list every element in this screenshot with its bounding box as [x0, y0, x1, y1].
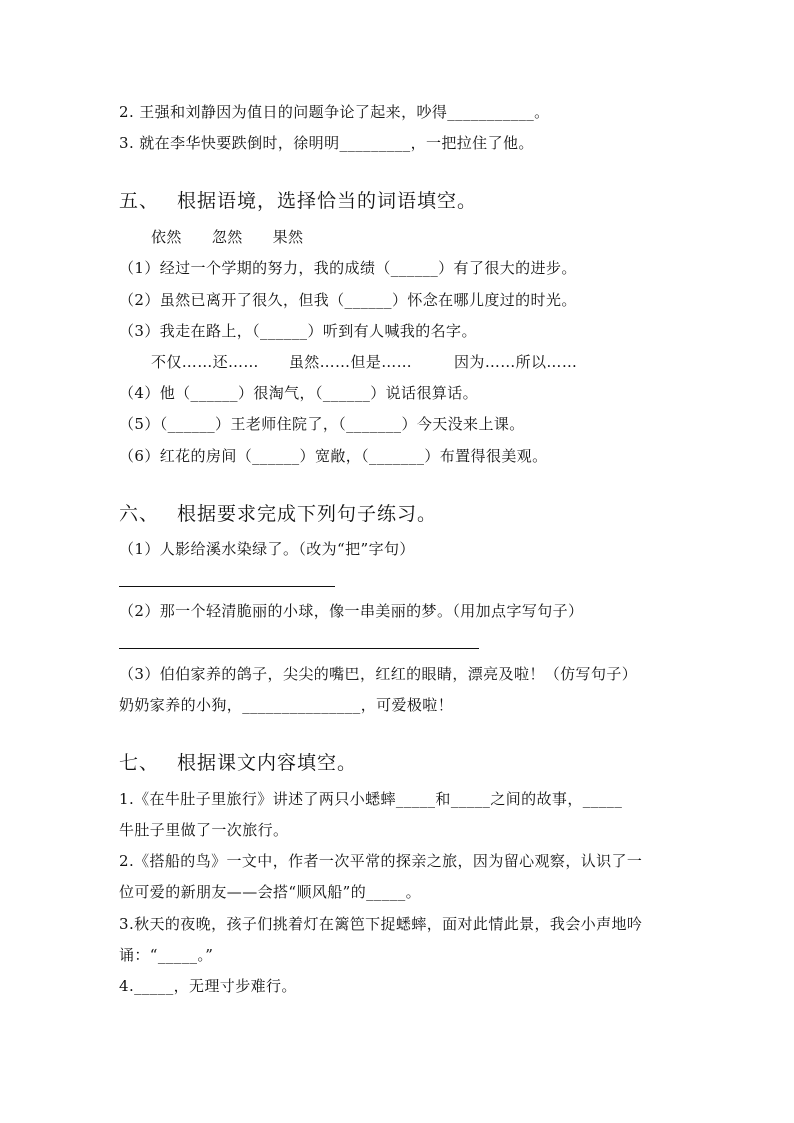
- section-title: 根据语境，选择恰当的词语填空。: [177, 190, 478, 212]
- question-item: （3）伯伯家养的鸽子，尖尖的嘴巴，红红的眼睛，漂亮及啦！（仿写句子）: [119, 665, 638, 683]
- question-item: 奶奶家养的小狗，_______________，可爱极啦！: [119, 696, 454, 714]
- word-option: 忽然: [211, 228, 243, 246]
- question-item: 2. 王强和刘静因为值日的问题争论了起来，吵得___________。: [119, 103, 550, 121]
- word-option: 果然: [272, 228, 304, 246]
- question-item: 3. 就在李华快要跌倒时，徐明明_________，一把拉住了他。: [119, 134, 534, 152]
- question-item: 1.《在牛肚子里旅行》讲述了两只小蟋蟀_____和_____之间的故事，_____: [119, 790, 623, 808]
- question-item: （5）（______）王老师住院了，（_______）今天没来上课。: [119, 415, 525, 433]
- word-option: 虽然……但是……: [288, 353, 413, 371]
- section-title: 根据课文内容填空。: [177, 752, 358, 774]
- answer-line: [119, 586, 335, 587]
- question-item: 牛肚子里做了一次旅行。: [119, 821, 289, 839]
- section-heading: [119, 188, 477, 214]
- section-number: 七、: [119, 752, 160, 774]
- section-number: 五、: [119, 190, 160, 212]
- word-option: 不仅……还……: [151, 353, 259, 371]
- answer-line: [119, 648, 479, 649]
- word-option: 因为……所以……: [454, 353, 578, 371]
- word-option: 依然: [151, 228, 182, 246]
- question-item: （3）我走在路上，（______）听到有人喊我的名字。: [119, 322, 477, 340]
- section-title: 根据要求完成下列句子练习。: [177, 503, 438, 525]
- question-item: 3.秋天的夜晚，孩子们挑着灯在篱笆下捉蟋蟀，面对此情此景，我会小声地吟: [119, 915, 643, 933]
- question-item: 2.《搭船的鸟》一文中，作者一次平常的探亲之旅，因为留心观察，认识了一: [119, 852, 643, 870]
- word-options: [151, 227, 303, 247]
- section-number: 六、: [119, 503, 160, 525]
- section-heading: [119, 750, 357, 776]
- question-item: 位可爱的新朋友——会搭“顺风船”的_____。: [119, 883, 422, 901]
- question-item: （2）虽然已离开了很久，但我（______）怀念在哪儿度过的时光。: [119, 291, 577, 309]
- question-item: 4._____，无理寸步难行。: [119, 977, 297, 995]
- question-item: 诵：“_____。”: [119, 946, 214, 964]
- section-heading: [119, 501, 437, 527]
- question-item: （1）人影给溪水染绿了。（改为“把”字句）: [119, 540, 415, 558]
- question-item: （4）他（______）很淘气，（______）说话很算话。: [119, 384, 479, 402]
- question-item: （1）经过一个学期的努力，我的成绩（______）有了很大的进步。: [119, 259, 577, 277]
- question-item: （6）红花的房间（______）宽敞，（_______）布置得很美观。: [119, 447, 548, 465]
- question-item: （2）那一个轻清脆丽的小球，像一串美丽的梦。（用加点字写句子）: [119, 602, 584, 620]
- word-options: [151, 352, 577, 372]
